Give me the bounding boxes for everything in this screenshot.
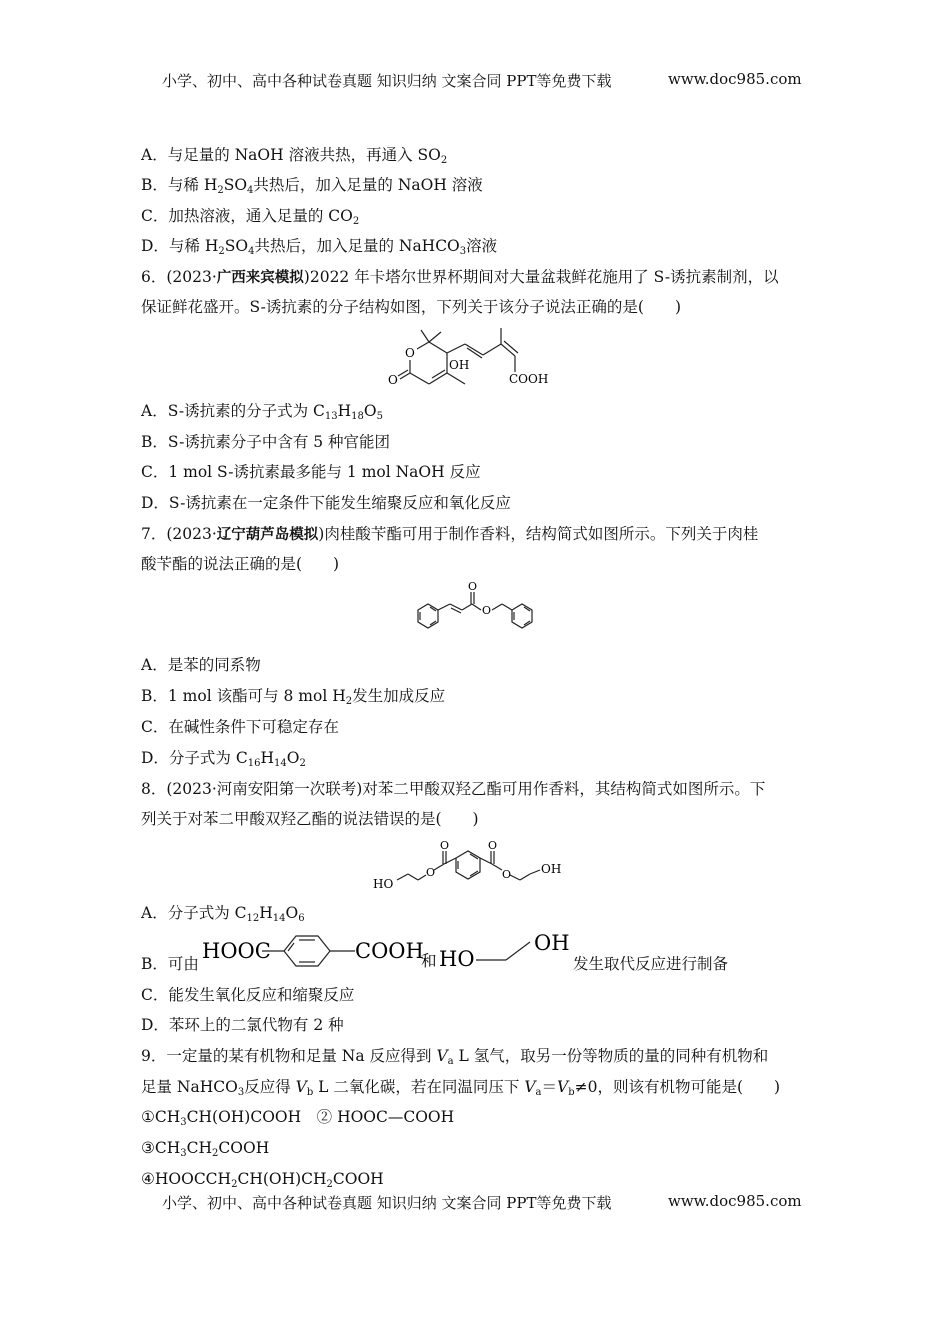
q7-option-c: C．在碱性条件下可稳定存在 xyxy=(141,718,339,736)
q8-option-a: A．分子式为 $C_{12}H_{14}O_6$ xyxy=(141,904,305,924)
q8-b-ethylene-glycol-bonds xyxy=(476,942,530,960)
q5-option-b: B．与稀 $H_2SO_4$共热后，加入足量的 NaOH 溶液 xyxy=(141,176,483,196)
q6-keto-oxygen-label: O xyxy=(388,373,398,387)
q7-option-a: A．是苯的同系物 xyxy=(141,656,261,674)
q8-b-cooh-label: COOH xyxy=(355,939,424,963)
q8-b-ho-label: HO xyxy=(439,947,475,971)
q8-b-and-text: 和 xyxy=(421,952,437,970)
q7-structure-bonds xyxy=(418,592,532,628)
q9-options-1-2: $①CH_3CH(OH)COOH$ ② HOOC—COOH xyxy=(141,1108,455,1128)
q8-b-terephthalic-bonds xyxy=(262,936,355,966)
q6-hydroxyl-label: OH xyxy=(449,358,470,372)
footer-left: 小学、初中、高中各种试卷真题 知识归纳 文案合同 PPT等免费下载 xyxy=(162,1194,612,1212)
q8-structure-bonds xyxy=(397,851,540,880)
q9-stem-line1: 9．一定量的某有机物和足量 Na 反应得到 $V_a$ L 氢气，取另一份等物质的量的同种有机物和 xyxy=(141,1047,769,1067)
q6-option-d: D．S-诱抗素在一定条件下能发生缩聚反应和氧化反应 xyxy=(141,494,511,512)
footer-right: www.doc985.com xyxy=(668,1192,802,1210)
q8-option-c: C．能发生氧化反应和缩聚反应 xyxy=(141,986,355,1004)
header-left: 小学、初中、高中各种试卷真题 知识归纳 文案合同 PPT等免费下载 xyxy=(162,72,612,90)
q8-left-hydroxyl-label: HO xyxy=(373,877,394,891)
q6-structure-figure xyxy=(385,328,570,393)
q7-option-b: B．1 mol 该酯可与 8 mol $H_2$发生加成反应 xyxy=(141,687,446,707)
q8-left-ester-oxygen-label: O xyxy=(426,866,436,879)
q8-left-carbonyl-oxygen-label: O xyxy=(440,839,450,852)
q5-option-d: D．与稀 $H_2SO_4$共热后，加入足量的 NaHCO$_3$溶液 xyxy=(141,237,498,257)
q8-stem-line2: 列关于对苯二甲酸双羟乙酯的说法错误的是( ) xyxy=(141,810,479,828)
q7-stem-line2: 酸苄酯的说法正确的是( ) xyxy=(141,555,340,573)
q6-option-a: A．S-诱抗素的分子式为 $C_{13}H_{18}O_5$ xyxy=(141,402,383,422)
q6-ring-oxygen-label: O xyxy=(405,346,415,360)
q8-right-ester-oxygen-label: O xyxy=(502,868,512,881)
q9-option-3: $③CH_3CH_2COOH$ xyxy=(141,1139,270,1159)
q7-ester-oxygen-label: O xyxy=(482,604,492,617)
q6-option-c: C．1 mol S-诱抗素最多能与 1 mol NaOH 反应 xyxy=(141,463,481,481)
q8-right-carbonyl-oxygen-label: O xyxy=(488,839,498,852)
q9-stem-line2: 足量 NaHCO$_3$反应得 $V_b$ L 二氧化碳，若在同温同压下 $V_a=V_b\ne 0$，则该有机物可能是( ) xyxy=(141,1078,781,1098)
q7-carbonyl-oxygen-label: O xyxy=(468,580,478,593)
q8-structure-figure xyxy=(370,836,580,892)
q9-option-4: $④HOOCCH_2CH(OH)CH_2COOH$ xyxy=(141,1170,384,1190)
header-right: www.doc985.com xyxy=(668,70,802,88)
q7-stem-line1: 7．(2023·辽宁葫芦岛模拟)肉桂酸苄酯可用于制作香料，结构简式如图所示。下列关于肉桂 xyxy=(141,525,759,543)
q8-option-b-prefix: B．可由 xyxy=(141,955,199,973)
q6-stem-line2: 保证鲜花盛开。S-诱抗素的分子结构如图，下列关于该分子说法正确的是( ) xyxy=(141,298,682,316)
q8-option-b-structures xyxy=(200,928,575,974)
q6-carboxyl-label: COOH xyxy=(509,372,549,386)
q6-stem-line1: 6．(2023·广西来宾模拟)2022 年卡塔尔世界杯期间对大量盆栽鲜花施用了 S-诱抗素制剂，以 xyxy=(141,268,779,286)
q5-option-c: C．加热溶液，通入足量的 $CO_2$ xyxy=(141,207,360,227)
q6-option-b: B．S-诱抗素分子中含有 5 种官能团 xyxy=(141,433,391,451)
q7-option-d: D．分子式为 $C_{16}H_{14}O_2$ xyxy=(141,749,306,769)
q7-structure-figure xyxy=(408,580,542,642)
q8-option-b-suffix: 发生取代反应进行制备 xyxy=(573,955,729,973)
q8-stem-line1: 8．(2023·河南安阳第一次联考)对苯二甲酸双羟乙酯可用作香料，其结构简式如图所示。下 xyxy=(141,780,766,798)
q8-b-hooc-label: HOOC xyxy=(202,939,271,963)
q5-option-a: A．与足量的 NaOH 溶液共热，再通入 $SO_2$ xyxy=(141,146,448,166)
q8-right-hydroxyl-label: OH xyxy=(541,862,562,876)
q8-b-oh-label: OH xyxy=(534,931,570,955)
q8-option-d: D．苯环上的二氯代物有 2 种 xyxy=(141,1016,344,1034)
